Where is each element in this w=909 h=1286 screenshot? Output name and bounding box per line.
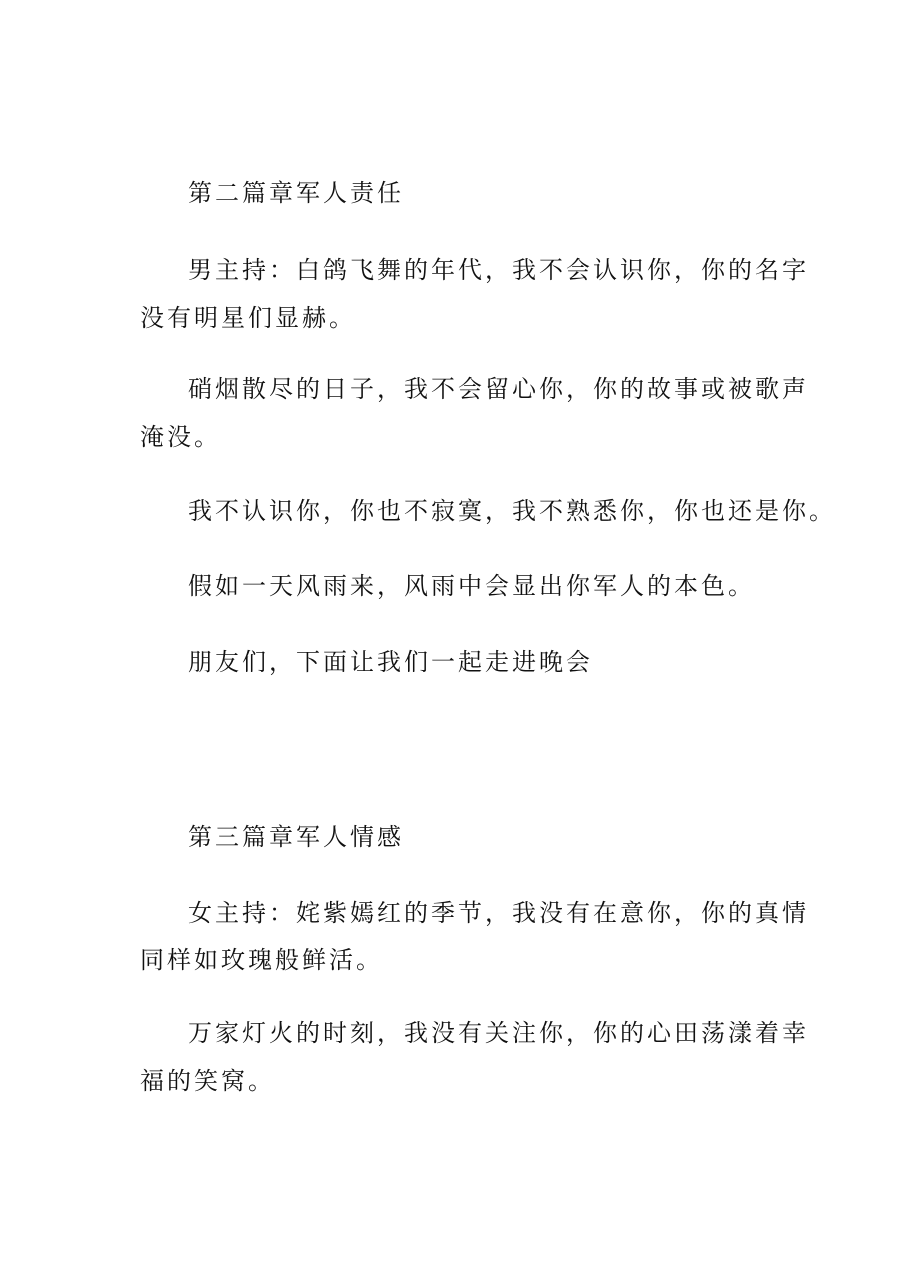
paragraph-line: 女主持：姹紫嫣红的季节，我没有在意你，你的真情 [188, 899, 809, 927]
paragraph-line: 万家灯火的时刻，我没有关注你，你的心田荡漾着幸 [188, 1019, 809, 1047]
paragraph-line: 朋友们，下面让我们一起走进晚会 [188, 648, 593, 676]
section-heading: 第三篇章军人情感 [188, 823, 404, 851]
paragraph-line: 假如一天风雨来，风雨中会显出你军人的本色。 [188, 572, 755, 600]
paragraph-line: 硝烟散尽的日子，我不会留心你，你的故事或被歌声 [188, 375, 809, 403]
paragraph-line: 男主持：白鸽飞舞的年代，我不会认识你，你的名字 [188, 256, 809, 284]
section-heading: 第二篇章军人责任 [188, 179, 404, 207]
paragraph-line: 没有明星们显赫。 [140, 304, 356, 332]
paragraph-line: 我不认识你，你也不寂寞，我不熟悉你，你也还是你。 [188, 497, 836, 525]
paragraph-line: 福的笑窝。 [140, 1067, 275, 1095]
paragraph-line: 淹没。 [140, 423, 221, 451]
paragraph-line: 同样如玫瑰般鲜活。 [140, 946, 383, 974]
